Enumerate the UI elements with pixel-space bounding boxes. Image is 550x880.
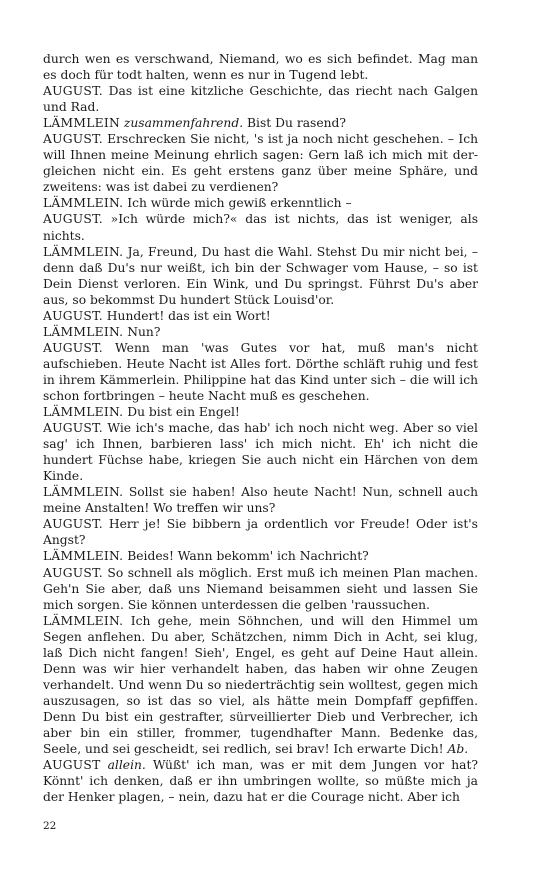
dialogue-text: Erschrecken Sie nicht, 's ist ja noch nicht geschehen. – Ich will Ihnen meine Meinung ehrlich sagen: Gern laß ich mich mit dergleichen nicht ein. Es geht erstens ganz über meine Sphäre, und zweitens: was ist dabei zu verdienen?: [43, 132, 478, 195]
paragraph: [43, 548, 478, 564]
speaker-name: AUGUST.: [43, 421, 103, 436]
paragraph: [43, 613, 478, 757]
speaker-name: LÄMMLEIN: [43, 116, 120, 131]
paragraph: [43, 420, 478, 484]
paragraph: [43, 484, 478, 516]
paragraph: [43, 244, 478, 308]
speaker-name: AUGUST.: [43, 132, 103, 147]
speaker-name: AUGUST.: [43, 565, 103, 580]
paragraph: [43, 51, 478, 83]
speaker-name: LÄMMLEIN.: [43, 613, 124, 628]
speaker-name: AUGUST: [43, 758, 101, 773]
dialogue-text: Ja, Freund, Du hast die Wahl. Stehst Du mir nicht bei, – denn daß Du's nur weißt, ich bin der Schwager vom Hause, – so ist Dein Dienst verloren. Ein Wink, und Du springst. Führst Du's aber aus, so bekommst Du hundert Stück Louisd'or.: [43, 244, 478, 307]
paragraph: [43, 516, 478, 548]
speaker-name: LÄMMLEIN.: [43, 405, 124, 420]
paragraph: [43, 83, 478, 115]
dialogue-text: Hundert! das ist ein Wort!: [102, 308, 271, 323]
paragraph: [43, 308, 478, 324]
stage-direction: allein.: [107, 758, 146, 773]
stage-direction: Ab.: [447, 742, 469, 757]
paragraph: [43, 211, 478, 243]
dialogue-text: Wenn man 'was Gutes vor hat, muß man's nicht aufschieben. Heute Nacht ist Alles fort. Dörthe schläft ruhig und fest in ihrem Kämmerlein. Philippine hat das Kind unter sich – die will ich schon fortbringen – heute Nacht muß es geschehen.: [43, 340, 478, 403]
speaker-name: AUGUST.: [43, 340, 103, 355]
dialogue-text: Herr je! Sie bibbern ja ordentlich vor Freude! Oder ist's Angst?: [43, 517, 478, 548]
paragraph: [43, 195, 478, 211]
speaker-name: AUGUST.: [43, 84, 103, 99]
paragraph: [43, 757, 478, 805]
dialogue-text: »Ich würde mich?« das ist nichts, das ist weniger, als nichts.: [43, 212, 478, 243]
speaker-name: LÄMMLEIN.: [43, 324, 124, 339]
paragraph: [43, 324, 478, 340]
speaker-name: LÄMMLEIN.: [43, 244, 124, 259]
stage-direction: zusammenfahrend.: [123, 116, 244, 131]
dialogue-text: durch wen es verschwand, Niemand, wo es sich befindet. Mag man es doch für todt halten, wenn es nur in Tugend lebt.: [43, 52, 478, 83]
dialogue-text: Ich würde mich gewiß erkenntlich –: [123, 196, 352, 211]
dialogue-text: [101, 758, 108, 772]
dialogue-text: Wie ich's mache, das hab' ich noch nicht weg. Aber so viel sag' ich Ihnen, barbieren lass' ich mich nicht. Eh' ich nicht die hundert Füchse habe, kriegen Sie auch nicht ein Härchen von dem Kinde.: [43, 421, 478, 484]
page-number: 22: [43, 820, 57, 832]
speaker-name: LÄMMLEIN.: [43, 196, 124, 211]
dialogue-text: Wüßt' ich man, was er mit dem Jungen vor hat? Könnt' ich denken, daß er ihn umbringen wollte, so müßte mich ja der Henker plagen, – nein, dazu hat er die Courage nicht. Aber ich: [43, 758, 478, 805]
speaker-name: AUGUST.: [43, 517, 103, 532]
dialogue-text: Das ist eine kitzliche Geschichte, das riecht nach Galgen und Rad.: [43, 84, 478, 115]
dialogue-text: Beides! Wann bekomm' ich Nachricht?: [123, 549, 369, 564]
dialogue-text: Nun?: [123, 324, 161, 339]
paragraph: [43, 565, 478, 613]
dialogue-text: Sollst sie haben! Also heute Nacht! Nun, schnell auch meine Anstalten! Wo treffen wir uns?: [43, 485, 478, 516]
dialogue-text: So schnell als möglich. Erst muß ich meinen Plan machen. Geh'n Sie aber, daß uns Niemand beisammen sieht und lassen Sie mich sorgen. Sie können unterdessen die gelben 'raussuchen.: [43, 565, 478, 612]
paragraph: [43, 115, 478, 131]
speaker-name: LÄMMLEIN.: [43, 549, 124, 564]
dialogue-text: Bist Du rasend?: [243, 116, 347, 131]
speaker-name: LÄMMLEIN.: [43, 485, 124, 500]
paragraph: [43, 404, 478, 420]
page-text-block: [43, 51, 478, 805]
speaker-name: AUGUST.: [43, 212, 103, 227]
dialogue-text: Du bist ein Engel!: [123, 405, 240, 420]
paragraph: [43, 340, 478, 404]
paragraph: [43, 131, 478, 195]
dialogue-text: Ich gehe, mein Söhnchen, und will den Himmel um Segen anflehen. Du aber, Schätzchen, nimm Dich in Acht, sei klug, laß Dich nicht fangen! Sieh', Engel, es geht auf Deine Haut allein. Denn was wir hier verhandelt haben, das haben wir ohne Zeugen verhandelt. Und wenn Du so niederträchtig sein wolltest, gegen mich auszusagen, so ist das so viel, als hätte mein Dompfaff gepfiffen. Denn Du bist ein gestrafter, sürveillierter Dieb und Verbrecher, ich aber bin ein stiller, frommer, tugendhafter Mann. Bedenke das, Seele, und sei gescheidt, sei redlich, sei brav! Ich erwarte Dich!: [43, 613, 478, 757]
speaker-name: AUGUST.: [43, 308, 103, 323]
